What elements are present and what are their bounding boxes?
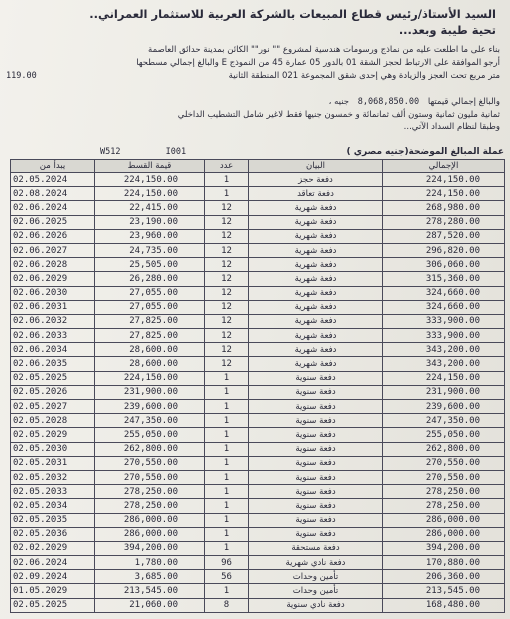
table-row [11, 215, 505, 229]
cell-installment: 27,825.00 [95, 329, 205, 343]
table-header-row [11, 160, 505, 173]
cell-start-date: 02.05.2030 [11, 442, 95, 456]
body-line-3-text: متر مربع تحت العجز والزيادة وهي إحدى شقق المجموعة 021 المنطقة الثانية [228, 71, 500, 81]
cell-count: 1 [205, 456, 249, 470]
cell-description: دفعة سنوية [249, 470, 383, 484]
cell-count: 1 [205, 371, 249, 385]
cell-start-date: 02.06.2032 [11, 314, 95, 328]
header-count: عدد [205, 160, 249, 173]
greeting-line: تحية طيبة وبعد... [398, 23, 496, 37]
table-row [11, 385, 505, 399]
cell-start-date: 02.05.2027 [11, 400, 95, 414]
table-row [11, 428, 505, 442]
cell-count: 8 [205, 598, 249, 612]
cell-count: 12 [205, 201, 249, 215]
cell-count: 12 [205, 329, 249, 343]
cell-installment: 28,600.00 [95, 343, 205, 357]
cell-total: 306,060.00 [383, 258, 505, 272]
table-row [11, 527, 505, 541]
cell-count: 56 [205, 570, 249, 584]
table-row [11, 584, 505, 598]
cell-start-date: 02.06.2028 [11, 258, 95, 272]
table-row [11, 286, 505, 300]
cell-installment: 1,780.00 [95, 556, 205, 570]
table-body [11, 173, 505, 613]
cell-total: 286,000.00 [383, 513, 505, 527]
cell-installment: 231,900.00 [95, 385, 205, 399]
cell-count: 12 [205, 343, 249, 357]
table-row [11, 400, 505, 414]
cell-count: 12 [205, 286, 249, 300]
cell-start-date: 02.05.2028 [11, 414, 95, 428]
table-row [11, 513, 505, 527]
cell-count: 12 [205, 243, 249, 257]
header-start-date: يبدأ من [11, 160, 95, 173]
cell-start-date: 02.06.2033 [11, 329, 95, 343]
cell-total: 270,550.00 [383, 470, 505, 484]
cell-total: 270,550.00 [383, 456, 505, 470]
cell-description: دفعة شهرية [249, 229, 383, 243]
table-row [11, 243, 505, 257]
table-row [11, 314, 505, 328]
total-value-line [20, 96, 500, 109]
cell-count: 12 [205, 314, 249, 328]
cell-installment: 270,550.00 [95, 456, 205, 470]
cell-description: دفعة سنوية [249, 371, 383, 385]
addressee-line: السيد الأستاذ/رئيس قطاع المبيعات بالشركة العربية للاستثمار العمراني.. [89, 7, 496, 21]
cell-installment: 21,060.00 [95, 598, 205, 612]
cell-total: 170,880.00 [383, 556, 505, 570]
cell-total: 224,150.00 [383, 173, 505, 187]
cell-installment: 239,600.00 [95, 400, 205, 414]
cell-start-date: 02.06.2029 [11, 272, 95, 286]
cell-total: 224,150.00 [383, 371, 505, 385]
table-row [11, 357, 505, 371]
cell-installment: 286,000.00 [95, 513, 205, 527]
cell-count: 1 [205, 400, 249, 414]
table-row [11, 485, 505, 499]
currency-caption: عملة المبالغ الموضحة(جنيه مصري ) [346, 147, 504, 157]
table-row [11, 173, 505, 187]
cell-total: 394,200.00 [383, 541, 505, 555]
cell-total: 333,900.00 [383, 314, 505, 328]
cell-description: دفعة شهرية [249, 343, 383, 357]
cell-installment: 286,000.00 [95, 527, 205, 541]
body-line-3 [6, 70, 500, 83]
cell-count: 96 [205, 556, 249, 570]
cell-count: 1 [205, 187, 249, 201]
table-row [11, 329, 505, 343]
cell-total: 262,800.00 [383, 442, 505, 456]
cell-description: دفعة سنوية [249, 513, 383, 527]
table-row [11, 442, 505, 456]
total-amount: 8,068,850.00 [357, 97, 420, 107]
cell-installment: 394,200.00 [95, 541, 205, 555]
cell-start-date: 02.05.2035 [11, 513, 95, 527]
cell-installment: 224,150.00 [95, 187, 205, 201]
cell-total: 168,480.00 [383, 598, 505, 612]
table-row [11, 201, 505, 215]
table-row [11, 371, 505, 385]
cell-description: دفعة شهرية [249, 329, 383, 343]
cell-count: 1 [205, 428, 249, 442]
cell-count: 1 [205, 485, 249, 499]
cell-installment: 27,825.00 [95, 314, 205, 328]
cell-description: دفعة سنوية [249, 499, 383, 513]
cell-total: 324,660.00 [383, 300, 505, 314]
cell-installment: 25,505.00 [95, 258, 205, 272]
cell-total: 324,660.00 [383, 286, 505, 300]
cell-description: دفعة مستحقة [249, 541, 383, 555]
cell-description: دفعة سنوية [249, 400, 383, 414]
cell-count: 1 [205, 470, 249, 484]
payment-system-note: وطبقا لنظام السداد الآتي... [403, 122, 500, 132]
cell-description: دفعة سنوية [249, 428, 383, 442]
cell-count: 1 [205, 527, 249, 541]
cell-start-date: 02.06.2031 [11, 300, 95, 314]
cell-start-date: 02.05.2032 [11, 470, 95, 484]
cell-count: 1 [205, 499, 249, 513]
cell-count: 1 [205, 385, 249, 399]
cell-description: دفعة نادي سنوية [249, 598, 383, 612]
cell-installment: 224,150.00 [95, 173, 205, 187]
cell-total: 255,050.00 [383, 428, 505, 442]
cell-total: 239,600.00 [383, 400, 505, 414]
cell-total: 278,250.00 [383, 499, 505, 513]
total-in-words: ثمانية مليون ثمانية وستون ألف ثمانمائة و خمسون جنيها فقط لاغير شامل التشطيب الداخلي [177, 109, 500, 120]
table-row [11, 272, 505, 286]
cell-count: 12 [205, 272, 249, 286]
header-installment: قيمة القسط [95, 160, 205, 173]
cell-description: دفعة سنوية [249, 527, 383, 541]
cell-description: دفعة شهرية [249, 272, 383, 286]
cell-installment: 278,250.00 [95, 499, 205, 513]
table-row [11, 556, 505, 570]
cell-installment: 26,280.00 [95, 272, 205, 286]
table-caption [10, 146, 504, 159]
cell-total: 278,250.00 [383, 485, 505, 499]
cell-total: 278,280.00 [383, 215, 505, 229]
cell-total: 224,150.00 [383, 187, 505, 201]
cell-installment: 255,050.00 [95, 428, 205, 442]
cell-installment: 23,190.00 [95, 215, 205, 229]
cell-start-date: 02.06.2030 [11, 286, 95, 300]
table-row [11, 570, 505, 584]
cell-installment: 22,415.00 [95, 201, 205, 215]
cell-installment: 27,055.00 [95, 286, 205, 300]
area-value: 119.00 [6, 71, 37, 81]
cell-start-date: 02.06.2024 [11, 201, 95, 215]
cell-installment: 213,545.00 [95, 584, 205, 598]
table-row [11, 456, 505, 470]
table-row [11, 598, 505, 612]
cell-description: دفعة شهرية [249, 314, 383, 328]
cell-total: 268,980.00 [383, 201, 505, 215]
cell-description: دفعة سنوية [249, 442, 383, 456]
cell-installment: 262,800.00 [95, 442, 205, 456]
cell-total: 343,200.00 [383, 343, 505, 357]
cell-installment: 278,250.00 [95, 485, 205, 499]
table-row [11, 300, 505, 314]
cell-total: 213,545.00 [383, 584, 505, 598]
cell-description: دفعة نادي شهرية [249, 556, 383, 570]
cell-count: 12 [205, 357, 249, 371]
cell-start-date: 02.05.2024 [11, 173, 95, 187]
cell-description: دفعة سنوية [249, 414, 383, 428]
cell-installment: 247,350.00 [95, 414, 205, 428]
cell-count: 12 [205, 215, 249, 229]
cell-description: دفعة تعاقد [249, 187, 383, 201]
cell-count: 1 [205, 513, 249, 527]
cell-start-date: 02.09.2024 [11, 570, 95, 584]
cell-description: دفعة سنوية [249, 456, 383, 470]
cell-installment: 27,055.00 [95, 300, 205, 314]
header-description: البيان [249, 160, 383, 173]
table-row [11, 499, 505, 513]
table-row [11, 414, 505, 428]
cell-description: دفعة شهرية [249, 258, 383, 272]
cell-count: 12 [205, 300, 249, 314]
table-row [11, 258, 505, 272]
code-2: I001 [165, 147, 187, 157]
cell-count: 12 [205, 258, 249, 272]
cell-description: دفعة سنوية [249, 485, 383, 499]
cell-installment: 23,960.00 [95, 229, 205, 243]
cell-start-date: 02.05.2031 [11, 456, 95, 470]
cell-count: 1 [205, 173, 249, 187]
cell-description: تأمين وحدات [249, 584, 383, 598]
table-row [11, 187, 505, 201]
body-line-1: بناء على ما اطلعت عليه من نماذج ورسومات هندسية لمشروع "" نور"" الكائن بمدينة حدائق العاصمة [148, 45, 500, 55]
cell-total: 333,900.00 [383, 329, 505, 343]
cell-total: 247,350.00 [383, 414, 505, 428]
header-total: الإجمالي [383, 160, 505, 173]
cell-count: 1 [205, 541, 249, 555]
cell-start-date: 02.05.2026 [11, 385, 95, 399]
cell-start-date: 02.05.2034 [11, 499, 95, 513]
cell-start-date: 02.08.2024 [11, 187, 95, 201]
cell-total: 206,360.00 [383, 570, 505, 584]
cell-count: 1 [205, 584, 249, 598]
unit-codes [100, 146, 226, 159]
installments-table-section [10, 146, 504, 613]
cell-start-date: 02.05.2025 [11, 598, 95, 612]
cell-total: 286,000.00 [383, 527, 505, 541]
cell-description: دفعة شهرية [249, 243, 383, 257]
cell-description: دفعة شهرية [249, 215, 383, 229]
cell-start-date: 02.06.2027 [11, 243, 95, 257]
cell-description: دفعة شهرية [249, 201, 383, 215]
installments-table [10, 159, 505, 613]
code-1: W512 [100, 147, 121, 157]
cell-start-date: 01.05.2029 [11, 584, 95, 598]
cell-installment: 24,735.00 [95, 243, 205, 257]
payment-summary [20, 96, 500, 134]
cell-total: 231,900.00 [383, 385, 505, 399]
cell-description: تأمين وحدات [249, 570, 383, 584]
cell-start-date: 02.05.2025 [11, 371, 95, 385]
cell-count: 1 [205, 442, 249, 456]
table-row [11, 343, 505, 357]
cell-start-date: 02.06.2024 [11, 556, 95, 570]
cell-start-date: 02.05.2029 [11, 428, 95, 442]
cell-description: دفعة شهرية [249, 357, 383, 371]
cell-installment: 3,685.00 [95, 570, 205, 584]
cell-description: دفعة شهرية [249, 300, 383, 314]
cell-total: 343,200.00 [383, 357, 505, 371]
cell-total: 315,360.00 [383, 272, 505, 286]
cell-start-date: 02.06.2026 [11, 229, 95, 243]
body-line-2: أرجو الموافقة على الارتباط لحجز الشقة 01 بالدور 05 عمارة 45 من النموذج E والبالغ إجمالي مسطحها [136, 58, 500, 68]
cell-start-date: 02.06.2035 [11, 357, 95, 371]
cell-start-date: 02.06.2034 [11, 343, 95, 357]
cell-total: 296,820.00 [383, 243, 505, 257]
cell-description: دفعة حجز [249, 173, 383, 187]
table-row [11, 541, 505, 555]
cell-installment: 28,600.00 [95, 357, 205, 371]
cell-start-date: 02.02.2029 [11, 541, 95, 555]
table-row [11, 470, 505, 484]
cell-description: دفعة شهرية [249, 286, 383, 300]
table-row [11, 229, 505, 243]
total-label: والبالغ إجمالي قيمتها [427, 97, 500, 107]
cell-description: دفعة سنوية [249, 385, 383, 399]
cell-count: 1 [205, 414, 249, 428]
cell-start-date: 02.06.2025 [11, 215, 95, 229]
total-currency: جنيه ، [328, 97, 350, 107]
cell-start-date: 02.05.2036 [11, 527, 95, 541]
cell-total: 287,520.00 [383, 229, 505, 243]
cell-installment: 270,550.00 [95, 470, 205, 484]
cell-installment: 224,150.00 [95, 371, 205, 385]
cell-start-date: 02.05.2033 [11, 485, 95, 499]
cell-count: 12 [205, 229, 249, 243]
letter-body [6, 44, 500, 83]
letter-header [8, 6, 496, 38]
